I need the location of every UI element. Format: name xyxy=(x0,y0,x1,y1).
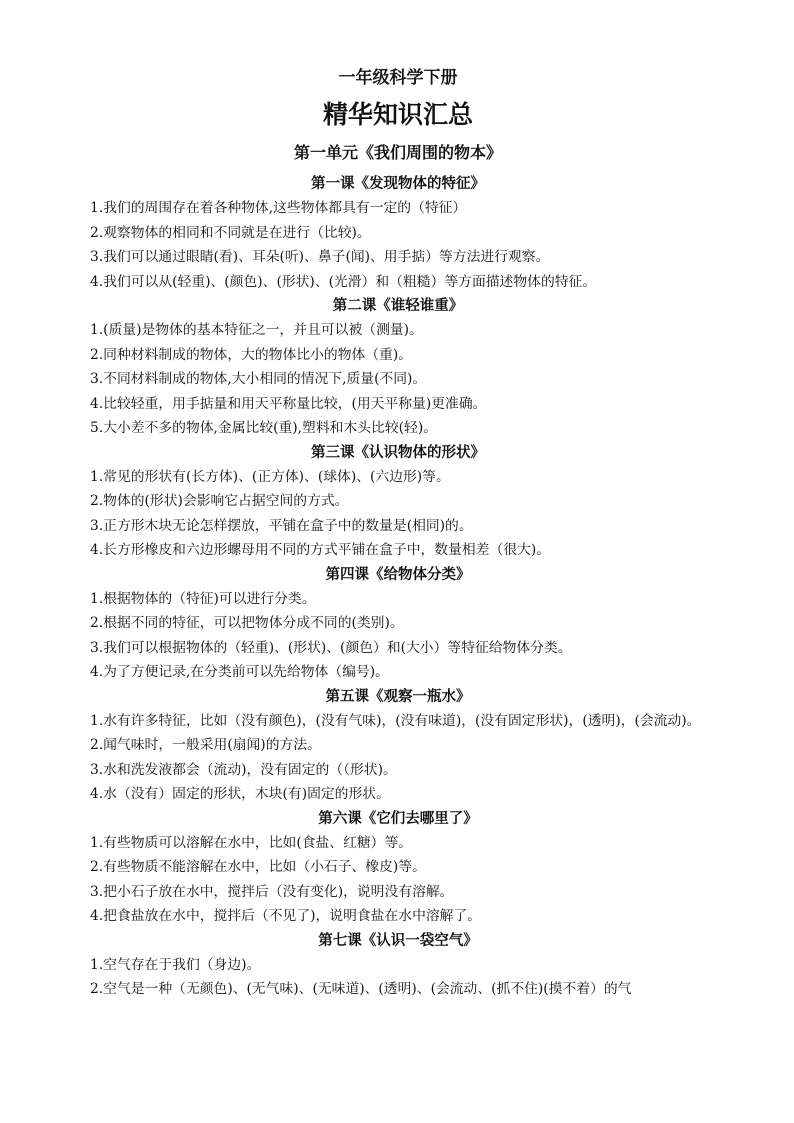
list-item: 4.把食盐放在水中，搅拌后（不见了)，说明食盐在水中溶解了。 xyxy=(90,908,482,924)
list-item: 4.为了方便记录,在分类前可以先给物体（编号)。 xyxy=(90,664,389,680)
document-title: 一年级科学下册 xyxy=(338,68,458,88)
list-item: 1.(质量)是物体的基本特征之一，并且可以被（测量)。 xyxy=(90,322,423,338)
lesson-title: 第七课《认识一袋空气》 xyxy=(318,932,478,949)
list-item: 2.物体的(形状)会影响它占据空间的方式。 xyxy=(90,493,349,509)
list-item: 4.水（没有）固定的形状，木块(有)固定的形状。 xyxy=(90,786,390,802)
list-item: 4.长方形橡皮和六边形螺母用不同的方式平铺在盒子中，数量相差（很大)。 xyxy=(90,542,551,558)
list-item: 2.闻气味时，一般采用(扇闻)的方法。 xyxy=(90,737,321,753)
list-item: 1.根据物体的（特征)可以进行分类。 xyxy=(90,590,316,607)
lesson-title: 第四课《给物体分类》 xyxy=(325,566,471,583)
lesson-title: 第五课《观察一瓶水》 xyxy=(325,688,471,705)
list-item: 3.我们可以通过眼睛(看)、耳朵(听)、鼻子(闻)、用手掂）等方法进行观察。 xyxy=(90,249,550,265)
document-subtitle: 精华知识汇总 xyxy=(322,100,473,129)
list-item: 3.我们可以根据物体的（轻重)、(形状)、(颜色）和(大小）等特征给物体分类。 xyxy=(90,639,572,656)
lesson-section xyxy=(62,563,734,685)
list-item: 3.把小石子放在水中，搅拌后（没有变化)，说明没有溶解。 xyxy=(90,883,454,900)
list-item: 4.比较轻重，用手掂量和用天平称量比较，(用天平称量)更准确。 xyxy=(90,395,487,412)
lesson-section xyxy=(62,441,734,563)
lesson-title: 第六课《它们去哪里了》 xyxy=(318,810,478,827)
list-item: 1.水有许多特征，比如（没有颜色)，(没有气味)，(没有味道)，(没有固定形状)，(透明)，(会流动)。 xyxy=(90,712,701,729)
list-item: 2.空气是一种（无颜色)、(无气味)、(无味道)、(透明)、(会流动、(抓不住)(摸不着）的气 xyxy=(90,981,632,997)
list-item: 4.我们可以从(轻重)、(颜色)、(形状)、(光滑）和（粗糙）等方面描述物体的特征。 xyxy=(90,273,597,290)
list-item: 1.空气存在于我们（身边)。 xyxy=(90,956,261,973)
list-item: 2.有些物质不能溶解在水中，比如（小石子、橡皮)等。 xyxy=(90,859,426,875)
lesson-section xyxy=(62,172,734,294)
lesson-section xyxy=(62,807,734,929)
lesson-title: 第一课《发现物体的特征》 xyxy=(311,176,485,192)
document-page xyxy=(62,66,734,1002)
list-item: 2.同种材料制成的物体，大的物体比小的物体（重)。 xyxy=(90,346,413,363)
unit-title: 第一单元《我们周围的物本》 xyxy=(293,143,502,162)
list-item: 2.观察物体的相同和不同就是在进行（比较)。 xyxy=(90,224,371,241)
lesson-section xyxy=(62,685,734,807)
list-item: 5.大小差不多的物体,金属比较(重),塑料和木头比较(轻)。 xyxy=(90,420,437,436)
list-item: 3.水和洗发液都会（流动)，没有固定的（（形状)。 xyxy=(90,761,397,778)
list-item: 2.根据不同的特征，可以把物体分成不同的(类别)。 xyxy=(90,615,404,631)
list-item: 1.有些物质可以溶解在水中，比如(食盐、红糖）等。 xyxy=(90,834,413,851)
list-item: 1.常见的形状有(长方体)、(正方体)、(球体)、(六边形)等。 xyxy=(90,468,450,485)
list-item: 1.我们的周围存在着各种物体,这些物体都具有一定的（特征） xyxy=(90,200,467,216)
lesson-section xyxy=(62,294,734,441)
lesson-section xyxy=(62,929,734,1002)
lesson-title: 第二课《谁轻谁重》 xyxy=(332,298,464,314)
list-item: 3.不同材料制成的物体,大小相同的情况下,质量(不同)。 xyxy=(90,371,427,387)
lesson-title: 第三课《认识物体的形状》 xyxy=(311,444,485,461)
list-item: 3.正方形木块无论怎样摆放，平铺在盒子中的数量是(相同)的。 xyxy=(90,517,473,534)
